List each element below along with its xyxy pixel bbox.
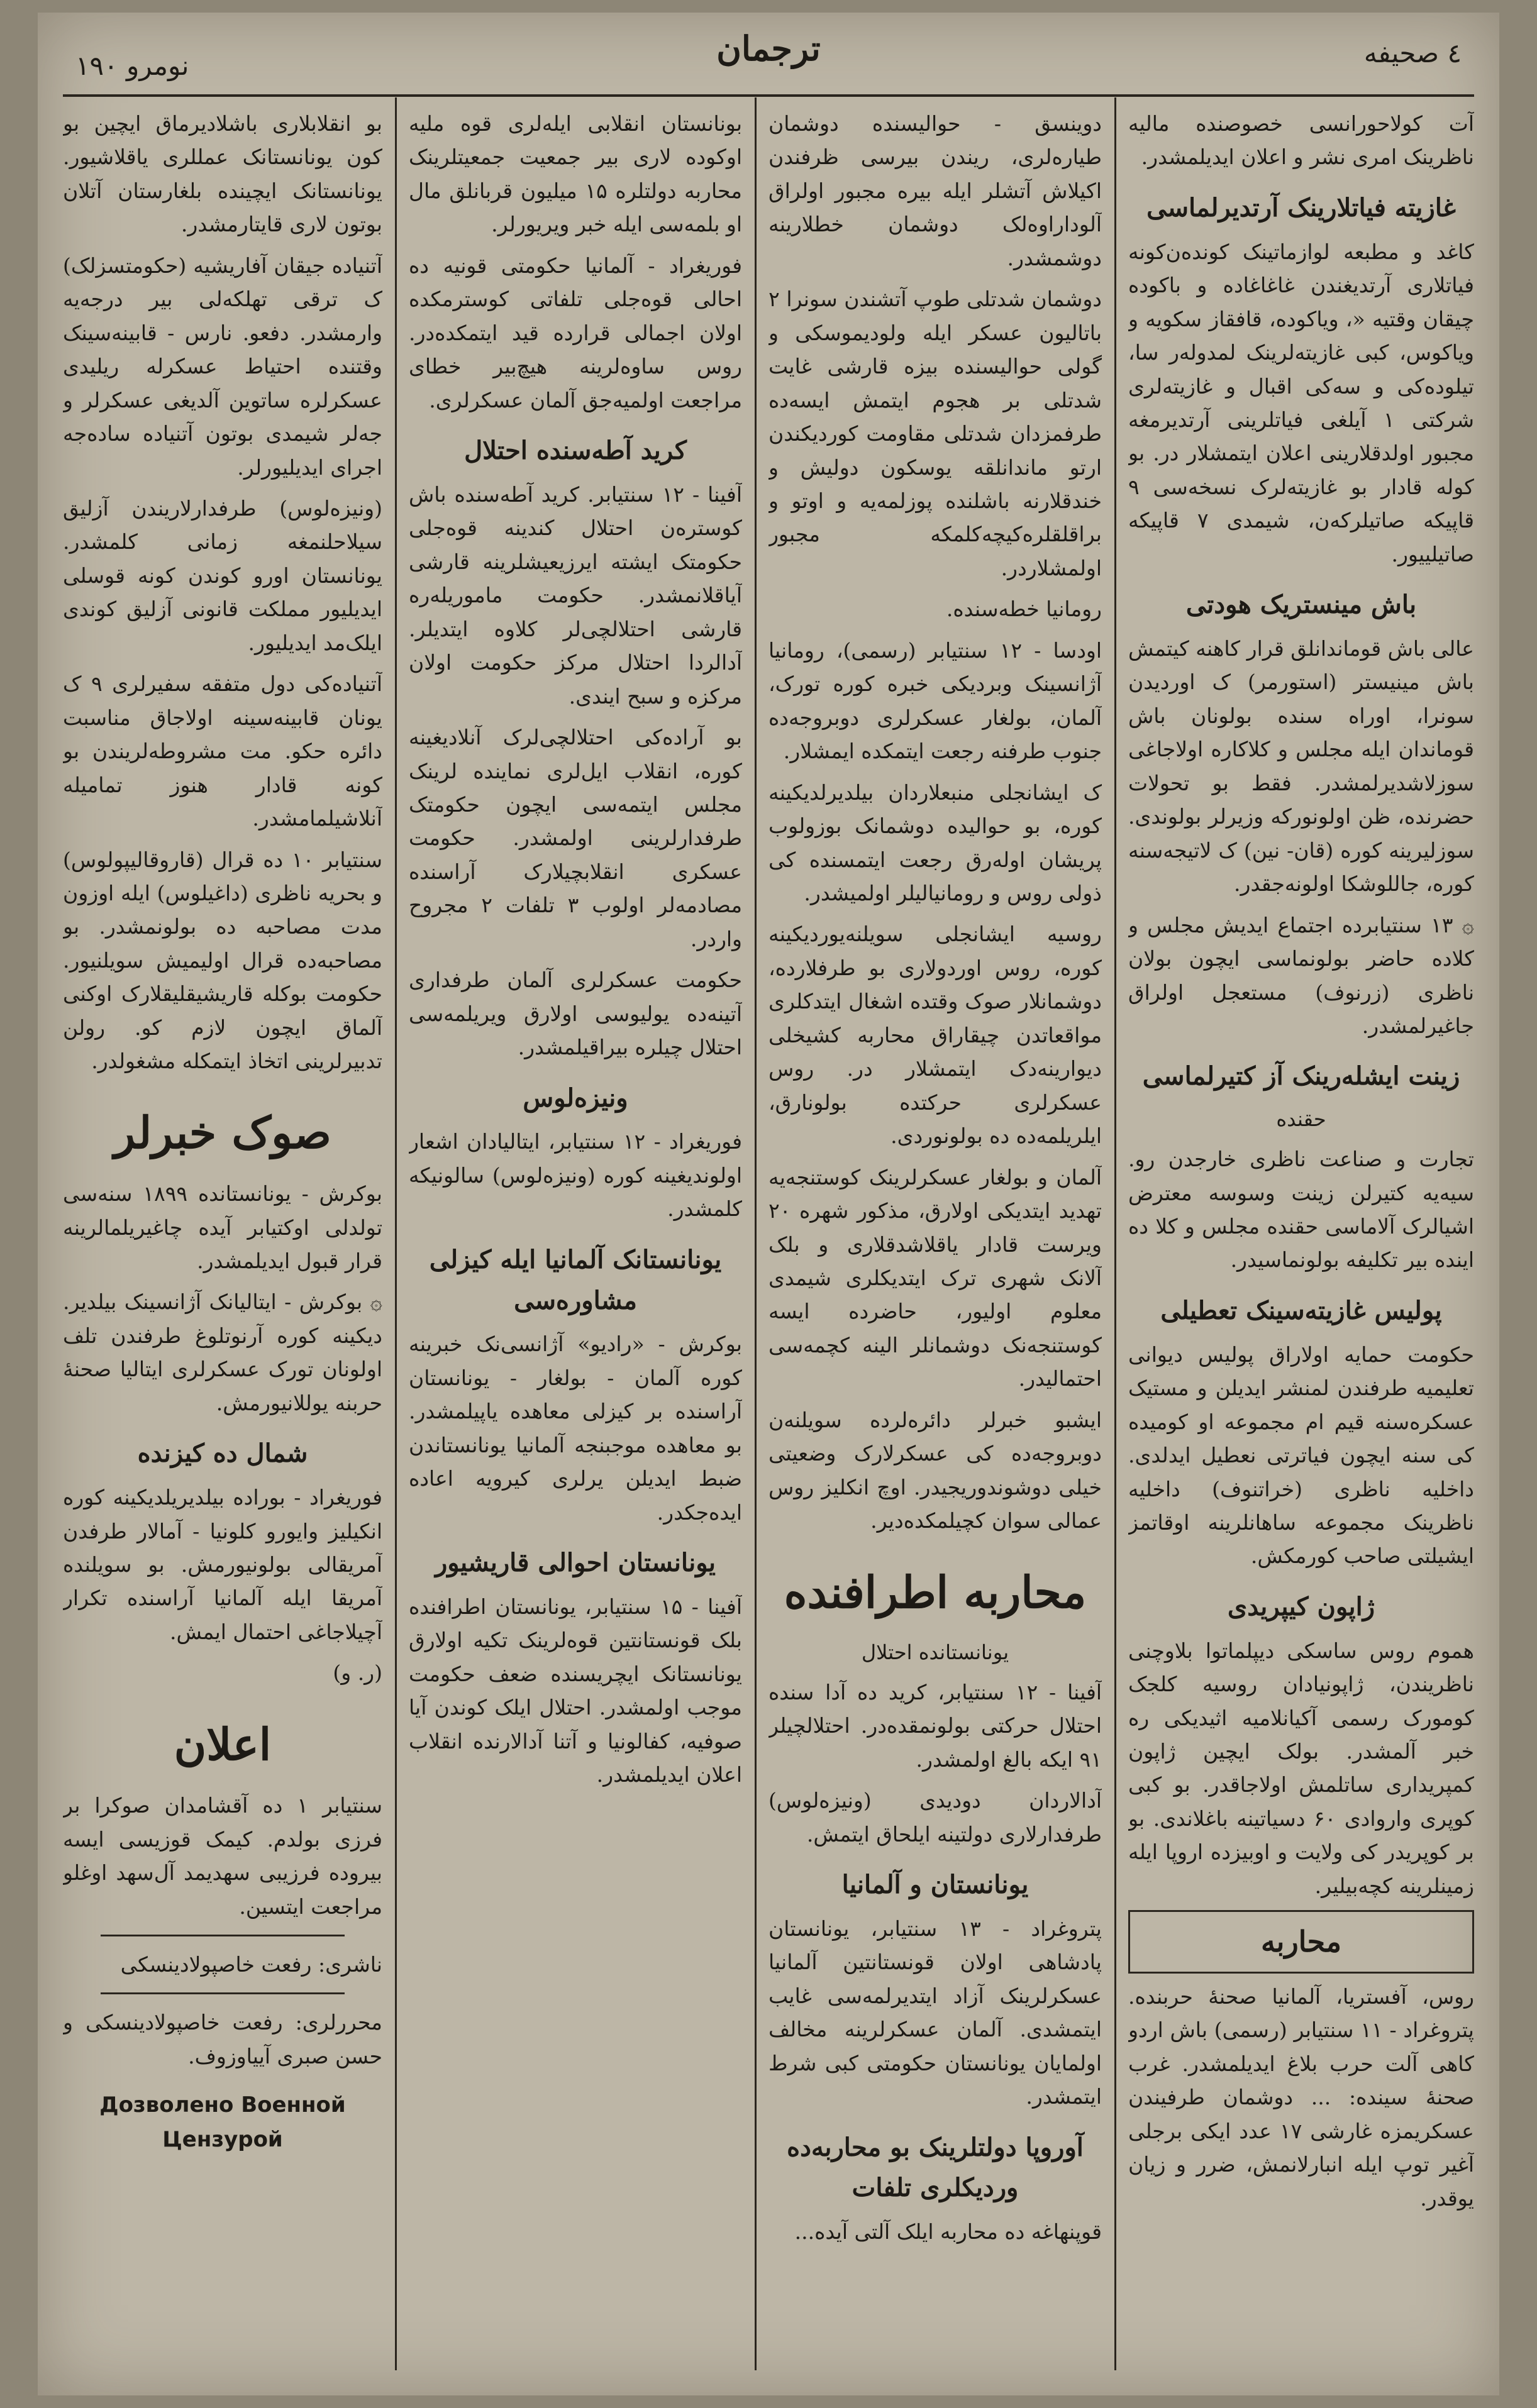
masthead	[63, 19, 1474, 97]
article-paragraph: پتروغراد - ۱۳ سنتیابر، یونانستان پادشاهی اولان قونستانتین آلمانیا عسکرلرینک آزاد ایتدیرلمه‌سی غایب ایتمشدی. آلمان عسکرلرینه مخالف اولمایان یونانستان حکومتی کبی شرط ایتمشدر.	[768, 1916, 1102, 2109]
article-paragraph: آفینا - ۱۵ سنتیابر، یونانستان اطرافنده بلک قونستانتین قوه‌لرینک تکیه اولارق یونانستانک ایچریسنده ضعف حکومت موجب اولمشدر. احتلال ایلک کوندن آیا صوفیه، کفالونیا و آتنا آدالارنده انقلاب اعلان ایدیلمشدر.	[409, 1594, 742, 1787]
article-paragraph: ناشری: رفعت خاصپولادینسکی	[120, 1952, 382, 1977]
article-paragraph: هموم روس ساسکی دیپلماتوا بلاوچنی ناظریندن، ژاپونیادان روسیه کلجک کومورک رسمی آکیانلامیه اثیدیکی ره خبر آلمشدر. بولک ایچین ژاپون کمپریداری ساتلمش اولاجاقدر. بو کبی کوپری واروادی ۶۰ دسیاتینه باغلاندی. بو بر کوپریدر کی ولایت و اوبیزده اروپا ایله زمینلرینه کچه‌بیلیر.	[1128, 1638, 1474, 1898]
article-heading: غازیته فیاتلارینک آرتدیرلماسی	[1146, 192, 1456, 223]
article-paragraph: فوریغراد - آلمانیا حکومتی قونیه ده احالی قوه‌جلی تلفاتی کوسترمکده اولان اجمالی قرارده قید ایتمکده‌در. روس ساوه‌لرینه هیچ‌بیر خطای مراجعت اولمیه‌جق آلمان عسکرلری.	[409, 253, 742, 412]
article-paragraph: آتنیاده‌کی دول متفقه سفیرلری ۹ ک یونان قابینه‌سینه اولاجاق مناسبت دائره حکو. مت مشروطه‌لریندن بو کونه قادار هنوز تمامیله آنلاشیلمامشدر.	[63, 671, 382, 831]
article-paragraph: فوریغراد - بوراده بیلدیریلدیکینه کوره انکیلیز وایورو کلونیا - آمالار طرفدن آمریقالی بولونیورمش. بو سویلنده آمریقا ایله آلمانیا آراسنده تکرار آچیلاجاغی احتمال ایمش.	[63, 1485, 382, 1644]
article-paragraph: ک ایشانجلی منبعلاردان بیلدیرلدیکینه کوره، بو حوالیده دوشمانک بوزولوب پریشان اوله‌رق رجعت ایتمسنده کی ذولی روس و رومانیالیلر اولمیشدر.	[768, 780, 1102, 905]
article-paragraph: (ونیزه‌لوس) طرفدارلاریندن آزلیق سیلاحلنمغه زمانی کلمشدر. یونانستان اورو کوندن کونه قوسلی ایدیلیور مملکت قانونی آزلیق کوندی ایلک‌مد ایدیلیور.	[63, 495, 382, 655]
article-heading: ژاپون کیپریدی	[1227, 1591, 1375, 1621]
article-paragraph: آفینا - ۱۲ سنتیابر. کرید آطه‌سنده باش کوستره‌ن احتلال کندینه قوه‌جلی حکومتک ایشته ایرزیعیشلرینه قارشی آیاقلانمشدر. حکومت ماموریله‌ره قارشی احتلالچی‌لر کلاوه ایتدیلر. آدالردا احتلال مرکز حکومت اولان مرکزه و سبح ایندی.	[409, 482, 742, 709]
article-paragraph: حکومت حمایه اولاراق پولیس دیوانی تعلیمیه طرفندن لمنشر ایدیلن و مستیک عسکره‌سنه قیم ام مجموعه او کومیده کی سنه ایچون فیاترتی نعطیل ایدلدی. داخلیه ناظری (خراتنوف) داخلیه ناظرینک مجموعه ساهانلرینه اوقاتمز ایشیلتی صاحب کورمکش.	[1128, 1342, 1474, 1569]
article-paragraph: روسیه ایشانجلی سویلنه‌یوردیکینه کوره، روس اوردولاری بو طرفلارده، دوشمانلار صوک وقتده اشغال ایتدکلری مواقعاتدن چیقاراق محاربه کشیخلی دیوارینه‌دک ایتمشلار در. روس عسکرلری حرکتده بولونارق، ایلریلمه‌ده ده بولونوردی.	[768, 922, 1102, 1149]
article-paragraph: ایشبو خبرلر دائره‌لرده سویلنه‌ن دوبروجه‌ده کی عسکرلارک وضعیتی خیلی دوشوندوریجیدر. اوچ انکلیز روس عمالی سوان کچیلمکده‌دیر.	[768, 1407, 1102, 1533]
page-number: ٤ صحیفه	[1363, 38, 1462, 69]
article-paragraph: بوکرش - یونانستانده ۱۸۹۹ سنه‌سی تولدلی اوکتیابر آیده چاغیریلمالرینه قرار قبول ایدیلمشدر.	[63, 1181, 382, 1273]
article-paragraph: دوشمان شدتلی طوپ آتشندن سونرا ۲ باتالیون عسکر ایله ولودیموسکی و گولی حوالیسنده بیزه قارشی غایت شدتلی بر هجوم ایتمش ایسه‌ده طرفمزدان شدتلی مقاومت کوردیکندن ارتو ماندانلقه یوسکون دولیش و خندقلارنه باشلنده پوزلمه‌یه و اوتو و براقلقلره‌کیچه‌کلمکه مجبور اولمشلاردر.	[768, 287, 1102, 580]
article-paragraph: کاغد و مطبعه لوازماتینک کونده‌ن‌کونه فیاتلاری آرتدیغندن غاغاغاده و باکوده چیقان وقتیه «، ویاکوده، قافقاز سکویه و ویاکوس، کبی غازیته‌لرینک لمدوله‌ر سا، تیلوده‌کی و سه‌کی اقبال و غازیته‌لری شرکتی ۱ آیلغی فیاتلرینی آرتدیرمغه مجبور اولدقلارینی اعلان ایتمشلار در. بو کوله قادار بو غازیته‌لرک نسخه‌سی ۹ قاپیکه صاتیلرکه‌ن، شیمدی ۷ قاپیکه صاتیلییور.	[1128, 239, 1474, 566]
article-heading: یونانستان احوالی قاریشیور	[435, 1548, 716, 1578]
column-3	[409, 107, 742, 2370]
censorship-note: Дозволено Военной Цензурой	[99, 2092, 346, 2153]
column-4	[63, 107, 382, 2370]
article-paragraph: آت کولاحورانسی خصوصنده مالیه ناظرینک امری نشر و اعلان ایدیلمشدر.	[1128, 111, 1474, 170]
article-paragraph: (ر. و)	[333, 1660, 382, 1686]
article-paragraph: آدالاردان دودیدی (ونیزه‌لوس) طرفدارلاری دولتینه ایلحاق ایتمش.	[768, 1788, 1102, 1847]
article-paragraph: بوکرش - «رادیو» آژانسی‌نک خبرینه کوره آلمان - بولغار - یونانستان آراسنده بر کیزلی معاهده یاپیلمشدر. بو معاهده موجبنجه آلمانیا یونانستاندن ضبط ایدیلن یرلری کیرویه اعاده ایده‌جکدر.	[409, 1332, 742, 1525]
section-heading: محاربه اطرافنده	[784, 1566, 1087, 1618]
article-paragraph: حکومت عسکرلری آلمان طرفداری آتینه‌ده یولیوسی اولارق ویریلمه‌سی احتلال چیلره بیراقیلمشدر.	[409, 968, 742, 1060]
article-paragraph: سنتیابر ۱۰ ده قرال (قاروقالیپولوس) و بحریه ناظری (داغیلوس) ایله اوزون مدت مصاحبه ده بولونمشدر. بو مصاحبه‌ده قرال اولیمیش سویلنیور. حکومت بوکله قاریشیقلیقلارک اوکنی آلماق ایچون لازم کو. رولن تدبیرلرینی اتخاذ ایتمکله مشغولدر.	[63, 847, 382, 1074]
article-paragraph: رومانیا خطه‌سنده.	[946, 597, 1102, 622]
article-heading: شمال ده کیزنده	[137, 1439, 308, 1469]
article-paragraph: عالی باش قوماندانلق قرار کاهنه کیتمش باش مینیستر (استورمر) ک اوردیدن سونرا، اوراه سنده بولونان باش قوماندان ایله مجلس و کلاکاره اولاجاغی سوزلاشدیرلمشدر. فقط بو تحولات حضرنده، ظن اولونورکه وزیرلر بولوندی. سوزلیرینه کوره (قان- نین) ک لاتیجه‌سنه کوره، جاللوشکا اولونه‌جقدر.	[1128, 636, 1474, 897]
article-paragraph: ۞ بوکرش - ایتالیانک آژانسینک بیلدیر. دیکینه کوره آرنوتلوغ طرفندن تلف اولونان تورک عسکرلری ایتالیا صحنهٔ حربنه یوللانیورمش.	[63, 1290, 382, 1415]
article-subheading: یونانستانده احتلال	[861, 1640, 1009, 1664]
article-paragraph: تجارت و صناعت ناظری خارجدن رو. سیه‌یه کتیرلن زینت وسوسه معترض اشیالرک آلاماسی حقنده مجلس و کلا ده اینده بیر تکلیفه بولونماسیدر.	[1128, 1147, 1474, 1273]
article-paragraph: آتنیاده جیقان آفاریشیه (حکومتسزلک) ک ترقی تهلکه‌لی بیر درجه‌یه وارمشدر. دفعو. نارس - قابینه‌سینک وقتنده احتیاط عسکرله ریلیدی عسکرلره ساتوین آلدیغی عسکرلر و جه‌لر شیمدی بوتون آتنیاده ساده‌جه اجرای ایدیلیورلر.	[63, 253, 382, 480]
newspaper-page	[38, 13, 1499, 2395]
article-subheading: حقنده	[1276, 1107, 1326, 1132]
article-heading: آوروپا دولتلرینک بو محاربه‌ده وردیکلری تلفات	[787, 2132, 1084, 2203]
article-paragraph: سنتیابر ۱ ده آقشامدان صوکرا بر فرزی بولدم. کیمک قوزیسی ایسه بیروده فرزیبی سهدیمد آل‌سهد اوغلو مراجعت ایتسین.	[63, 1793, 382, 1919]
article-paragraph: روس، آفستریا، آلمانیا صحنهٔ حربنده. پتروغراد - ۱۱ سنتیابر (رسمی) باش اردو کاهی آلت حرب بلاغ ایدیلمشدر. غرب صحنهٔ سینده: ... دوشمان طرفیندن عسکریمزه غارشی ۱۷ عدد ایکی برجلی آغیر توپ ایله انبارلانمش، ضرر و زیان یوقدر.	[1128, 1984, 1474, 2211]
column-divider	[755, 97, 757, 2370]
divider	[101, 1992, 345, 1994]
section-heading: صوک خبرلر	[114, 1106, 331, 1159]
section-heading: اعلان	[174, 1718, 272, 1770]
article-heading: باش مینستریک هودتی	[1185, 590, 1417, 620]
article-heading: پولیس غازیته‌سینک تعطیلی	[1160, 1295, 1442, 1325]
column-2	[768, 107, 1102, 2370]
column-divider	[395, 97, 397, 2370]
article-paragraph: فوریغراد - ۱۲ سنتیابر، ایتالیادان اشعار اولوندیغینه کوره (ونیزه‌لوس) سالونیکه کلمشدر.	[409, 1129, 742, 1222]
article-paragraph: بو انقلابلاری باشلادیرماق ایچین بو کون یونانستانک عمللری یاقلاشیور. یونانستانک ایچینده بلغارستان آتلان بوتون لاری قایتارمشدر.	[63, 111, 382, 237]
article-heading: زینت ایشله‌رینک آز کتیرلماسی	[1142, 1061, 1460, 1091]
article-heading: کرید آطه‌سنده احتلال	[464, 436, 687, 466]
article-paragraph: ۞ ۱۳ سنتیابرده اجتماع ایدیش مجلس و کلاده حاضر بولونماسی ایچون بولان ناظری (زرنوف) مستعجل اولراق جاغیرلمشدر.	[1128, 912, 1474, 1039]
article-paragraph: بونانستان انقلابی ایله‌لری قوه ملیه اوکوده لاری بیر جمعیت جمعیتلرینک محاربه دولتلره ۱۵ میلیون قربانلق مال او بلمه‌سی ایله خبر ویریورلر.	[409, 111, 742, 237]
article-heading: یونانستان و آلمانیا	[841, 1870, 1029, 1900]
article-heading: یونانستانک آلمانیا ایله کیزلی مشاوره‌سی	[429, 1244, 722, 1315]
article-paragraph: قوپنهاغه ده محاربه ایلک آلتی آیده...	[794, 2219, 1102, 2245]
column-divider	[1114, 97, 1116, 2370]
article-paragraph: اودسا - ۱۲ سنتیابر (رسمی)، رومانیا آژانسینک وبردیکی خبره کوره تورک، آلمان، بولغار عسکرلری دوبروجه‌ده جنوب طرفنه رجعت ایتمکده ایمشلار.	[768, 638, 1102, 764]
article-paragraph: آلمان و بولغار عسکرلرینک کوستنجه‌یه تهدید ایتدیکی اولارق، مذکور شهره ۲۰ ویرست قادار یاقلاشدقلاری و بلک آلانک شهری ترک ایتدیکلری شیمدی معلوم اولیور، حاضرده ایسه کوستنجه‌نک دوشمانلر الینه کچمه‌سی احتمالیدر.	[768, 1164, 1102, 1391]
boxed-heading: محاربه	[1128, 1910, 1474, 1974]
newspaper-title: ترجمان	[716, 28, 821, 69]
divider	[101, 1935, 345, 1936]
article-paragraph: دوینسق - حوالیسنده دوشمان طیاره‌لری، ریندن بیرسی ظرفندن اکیلاش آتشلر ایله بیره مجبور اولراق آلوداراوه‌لک دوشمان خطلارینه دوشمشدر.	[768, 111, 1102, 270]
article-heading: ونیزه‌لوس	[523, 1083, 628, 1113]
column-1	[1128, 107, 1474, 2370]
article-paragraph: محررلری: رفعت خاصپولادینسکی و حسن صبری آییاوزوف.	[63, 2010, 382, 2068]
issue-number: نومرو ١٩٠	[75, 50, 189, 81]
article-paragraph: آفینا - ۱۲ سنتیابر، کرید ده آدا سنده احتلال حرکتی بولونمقده‌در. احتلالچیلر ۹۱ ایکه بالغ اولمشدر.	[768, 1679, 1102, 1772]
article-paragraph: بو آراده‌کی احتلالچی‌لرک آنلادیغینه کوره، انقلاب ایل‌لری نماینده‌ لرینک مجلس ایتمه‌سی ایچون حکومتک طرفدارلرینی اولمشدر. حکومت عسکری انقلابچیلارک آراسنده مصادمه‌لر اولوب ۳ تلفات ۲ مجروح واردر.	[409, 725, 742, 951]
